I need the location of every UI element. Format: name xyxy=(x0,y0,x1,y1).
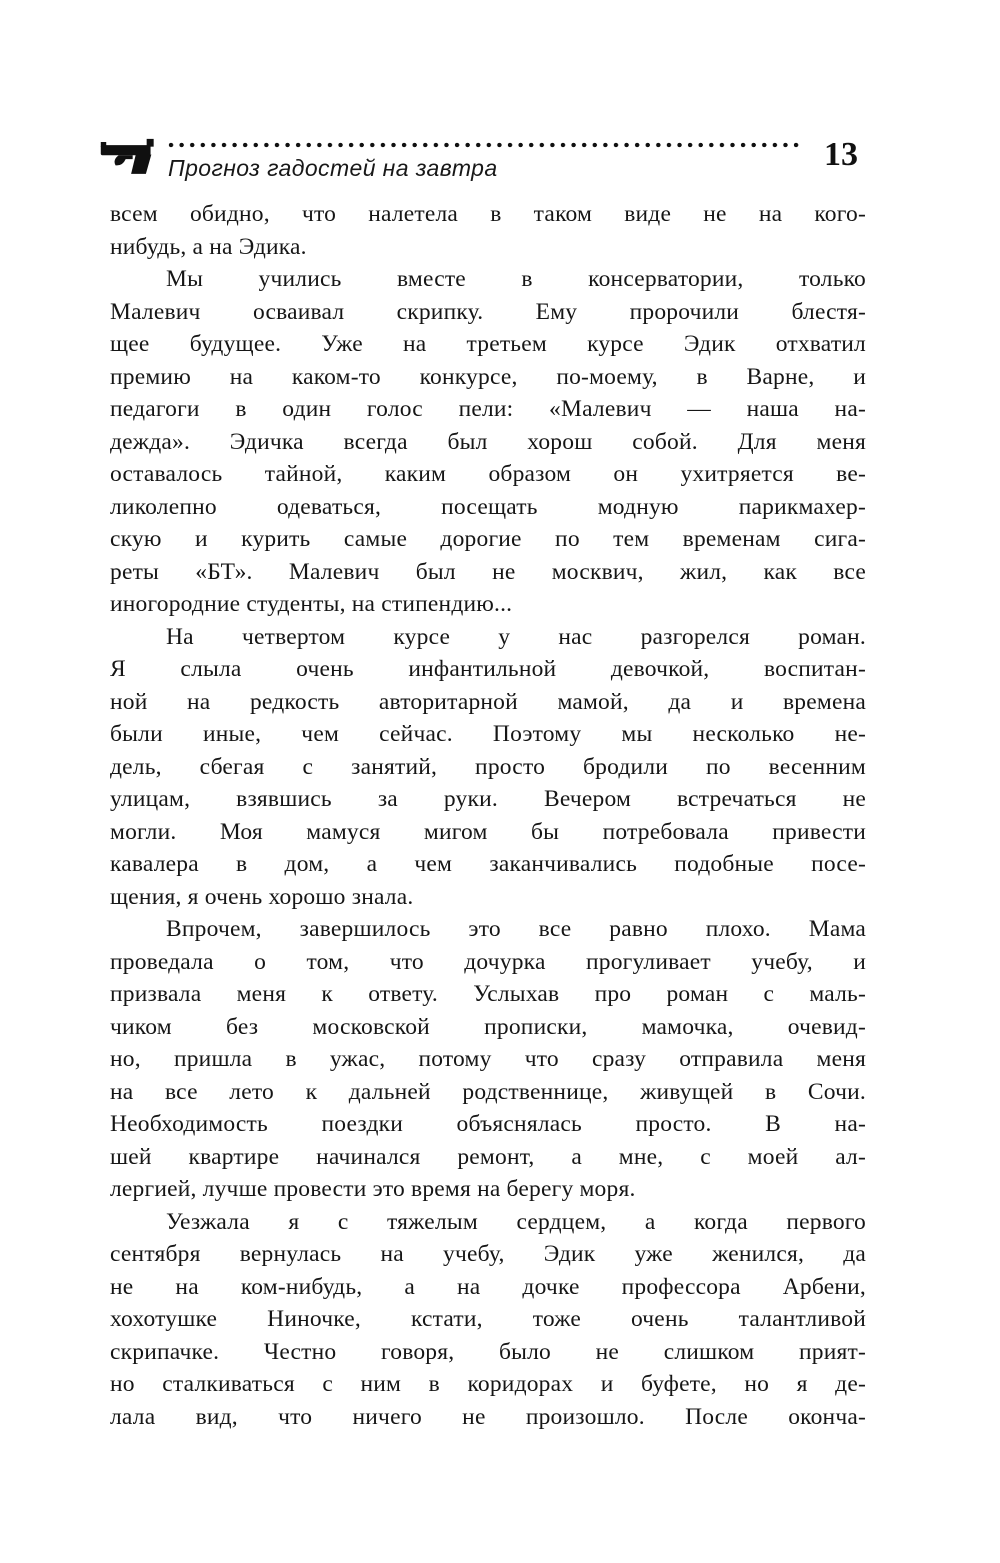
pistol-icon xyxy=(100,136,156,176)
text-line: иногородние студенты, на стипендию... xyxy=(110,591,513,617)
text-line: сентября вернулась на учебу, Эдик уже женился, да xyxy=(110,1241,866,1267)
text-line: лала вид, что ничего не произошло. После оконча- xyxy=(110,1403,866,1430)
text-line: скую и курить самые дорогие по тем временам сига- xyxy=(110,526,866,552)
text-line: реты «БТ». Малевич был не москвич, жил, как все xyxy=(110,558,866,585)
paragraph xyxy=(110,913,866,1206)
paragraph xyxy=(110,263,866,621)
text-line: но, пришла в ужас, потому что сразу отправила меня xyxy=(110,1046,866,1072)
text-line: ной на редкость авторитарной мамой, да и времена xyxy=(110,688,866,715)
text-line: Малевич осваивал скрипку. Ему пророчили блестя- xyxy=(110,298,866,325)
text-line: но сталкиваться с ним в коридорах и буфете, но я де- xyxy=(110,1371,866,1397)
text-line: были иные, чем сейчас. Поэтому мы несколько не- xyxy=(110,721,866,747)
text-line: педагоги в один голос пели: «Малевич — наша на- xyxy=(110,396,866,422)
text-line: на все лето к дальней родственнице, живущей в Сочи. xyxy=(110,1078,866,1105)
paragraph xyxy=(110,1206,866,1434)
text-line: нибудь, а на Эдика. xyxy=(110,233,307,260)
text-line: Я слыла очень инфантильной девочкой, воспитан- xyxy=(110,656,866,682)
text-line: не на ком-нибудь, а на дочке профессора Арбени, xyxy=(110,1273,866,1300)
dotted-divider xyxy=(168,142,804,148)
text-line: скрипачке. Честно говоря, было не слишком прият- xyxy=(110,1338,866,1365)
text-line: Мы учились вместе в консерватории, только xyxy=(166,266,866,292)
text-line: Уезжала я с тяжелым сердцем, а когда первого xyxy=(166,1208,866,1235)
text-line: проведала о том, что дочурка прогуливает учебу, и xyxy=(110,948,866,975)
text-line: кавалера в дом, а чем заканчивались подобные посе- xyxy=(110,851,866,877)
text-line: Необходимость поездки объяснялась просто. В на- xyxy=(110,1111,866,1137)
text-line: всем обидно, что налетела в таком виде не на кого- xyxy=(110,201,866,227)
text-line: дежда». Эдичка всегда был хорош собой. Для меня xyxy=(110,428,866,455)
text-line: улицам, взявшись за руки. Вечером встречаться не xyxy=(110,786,866,812)
text-line: призвала меня к ответу. Услыхав про роман с маль- xyxy=(110,981,866,1007)
page-number: 13 xyxy=(824,136,858,173)
page-header xyxy=(100,136,858,182)
paragraph xyxy=(110,198,866,263)
text-line: премию на каком-то конкурсе, по-моему, в Варне, и xyxy=(110,363,866,390)
text-line: могли. Моя мамуся мигом бы потребовала привести xyxy=(110,818,866,845)
text-line: щения, я очень хорошо знала. xyxy=(110,883,414,910)
text-line: Впрочем, завершилось это все равно плохо. Мама xyxy=(166,916,866,942)
running-title: Прогноз гадостей на завтра xyxy=(168,155,498,181)
text-line: ликолепно одеваться, посещать модную парикмахер- xyxy=(110,493,866,520)
paragraph xyxy=(110,621,866,914)
text-line: дель, сбегая с занятий, просто бродили по весенним xyxy=(110,753,866,780)
text-line: оставалось тайной, каким образом он ухитряется ве- xyxy=(110,461,866,487)
text-line: хохотушке Ниночке, кстати, тоже очень талантливой xyxy=(110,1306,866,1332)
header-middle xyxy=(168,136,810,182)
text-line: лергией, лучше провести это время на берегу моря. xyxy=(110,1176,636,1202)
page-body xyxy=(110,198,866,1433)
text-line: щее будущее. Уже на третьем курсе Эдик отхватил xyxy=(110,331,866,357)
text-line: На четвертом курсе у нас разгорелся роман. xyxy=(166,623,866,650)
text-line: шей квартире начинался ремонт, а мне, с моей ал- xyxy=(110,1143,866,1170)
text-line: чиком без московской прописки, мамочка, очевид- xyxy=(110,1013,866,1040)
